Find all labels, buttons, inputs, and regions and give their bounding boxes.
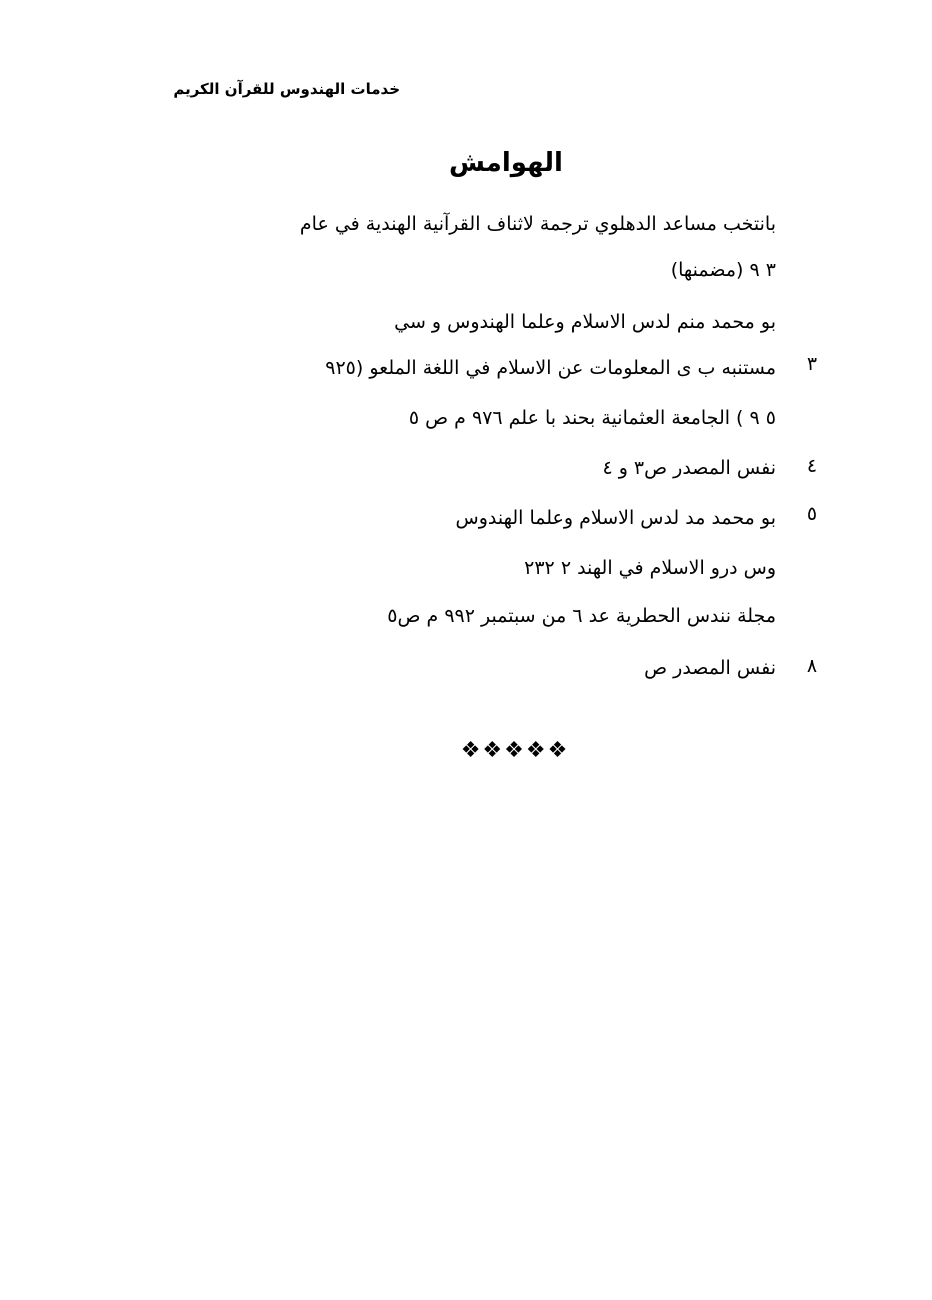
note-line: نفس المصدر ص xyxy=(644,657,776,679)
note-line: بو محمد مد لدس الاسلام وعلما الهندوس xyxy=(455,507,776,529)
note-line: ٣ ٩ (مضمنها) xyxy=(670,259,776,281)
note-line: مجلة نندس الحطرية عد ٦ من سبتمبر ٩٩٢ م ص٥ xyxy=(387,605,776,627)
note-line: بو محمد منم لدس الاسلام وعلما الهندوس و سي xyxy=(394,311,776,333)
note-number: ٤ xyxy=(806,455,818,477)
note-line: بانتخب مساعد الدهلوي ترجمة لاثناف القرآنية الهندية في عام xyxy=(299,213,776,235)
running-header: خدمات الهندوس للقرآن الكريم xyxy=(173,80,400,98)
notes-title: الهوامش xyxy=(449,148,563,178)
note-line: مستنبه ب ى المعلومات عن الاسلام في اللغة الملعو (٩٢٥ xyxy=(325,357,776,379)
note-number: ٣ xyxy=(806,353,818,375)
note-number: ٥ xyxy=(806,503,818,525)
ornament-divider: ❖❖❖❖❖ xyxy=(460,738,570,763)
note-line: ٥ ٩ ) الجامعة العثمانية بحند با علم ٩٧٦ م ص ٥ xyxy=(408,407,776,429)
note-line: وس درو الاسلام في الهند ٢ ٢٣٢ xyxy=(524,557,776,579)
note-number: ٨ xyxy=(806,655,818,677)
note-line: نفس المصدر ص٣ و ٤ xyxy=(602,457,776,479)
